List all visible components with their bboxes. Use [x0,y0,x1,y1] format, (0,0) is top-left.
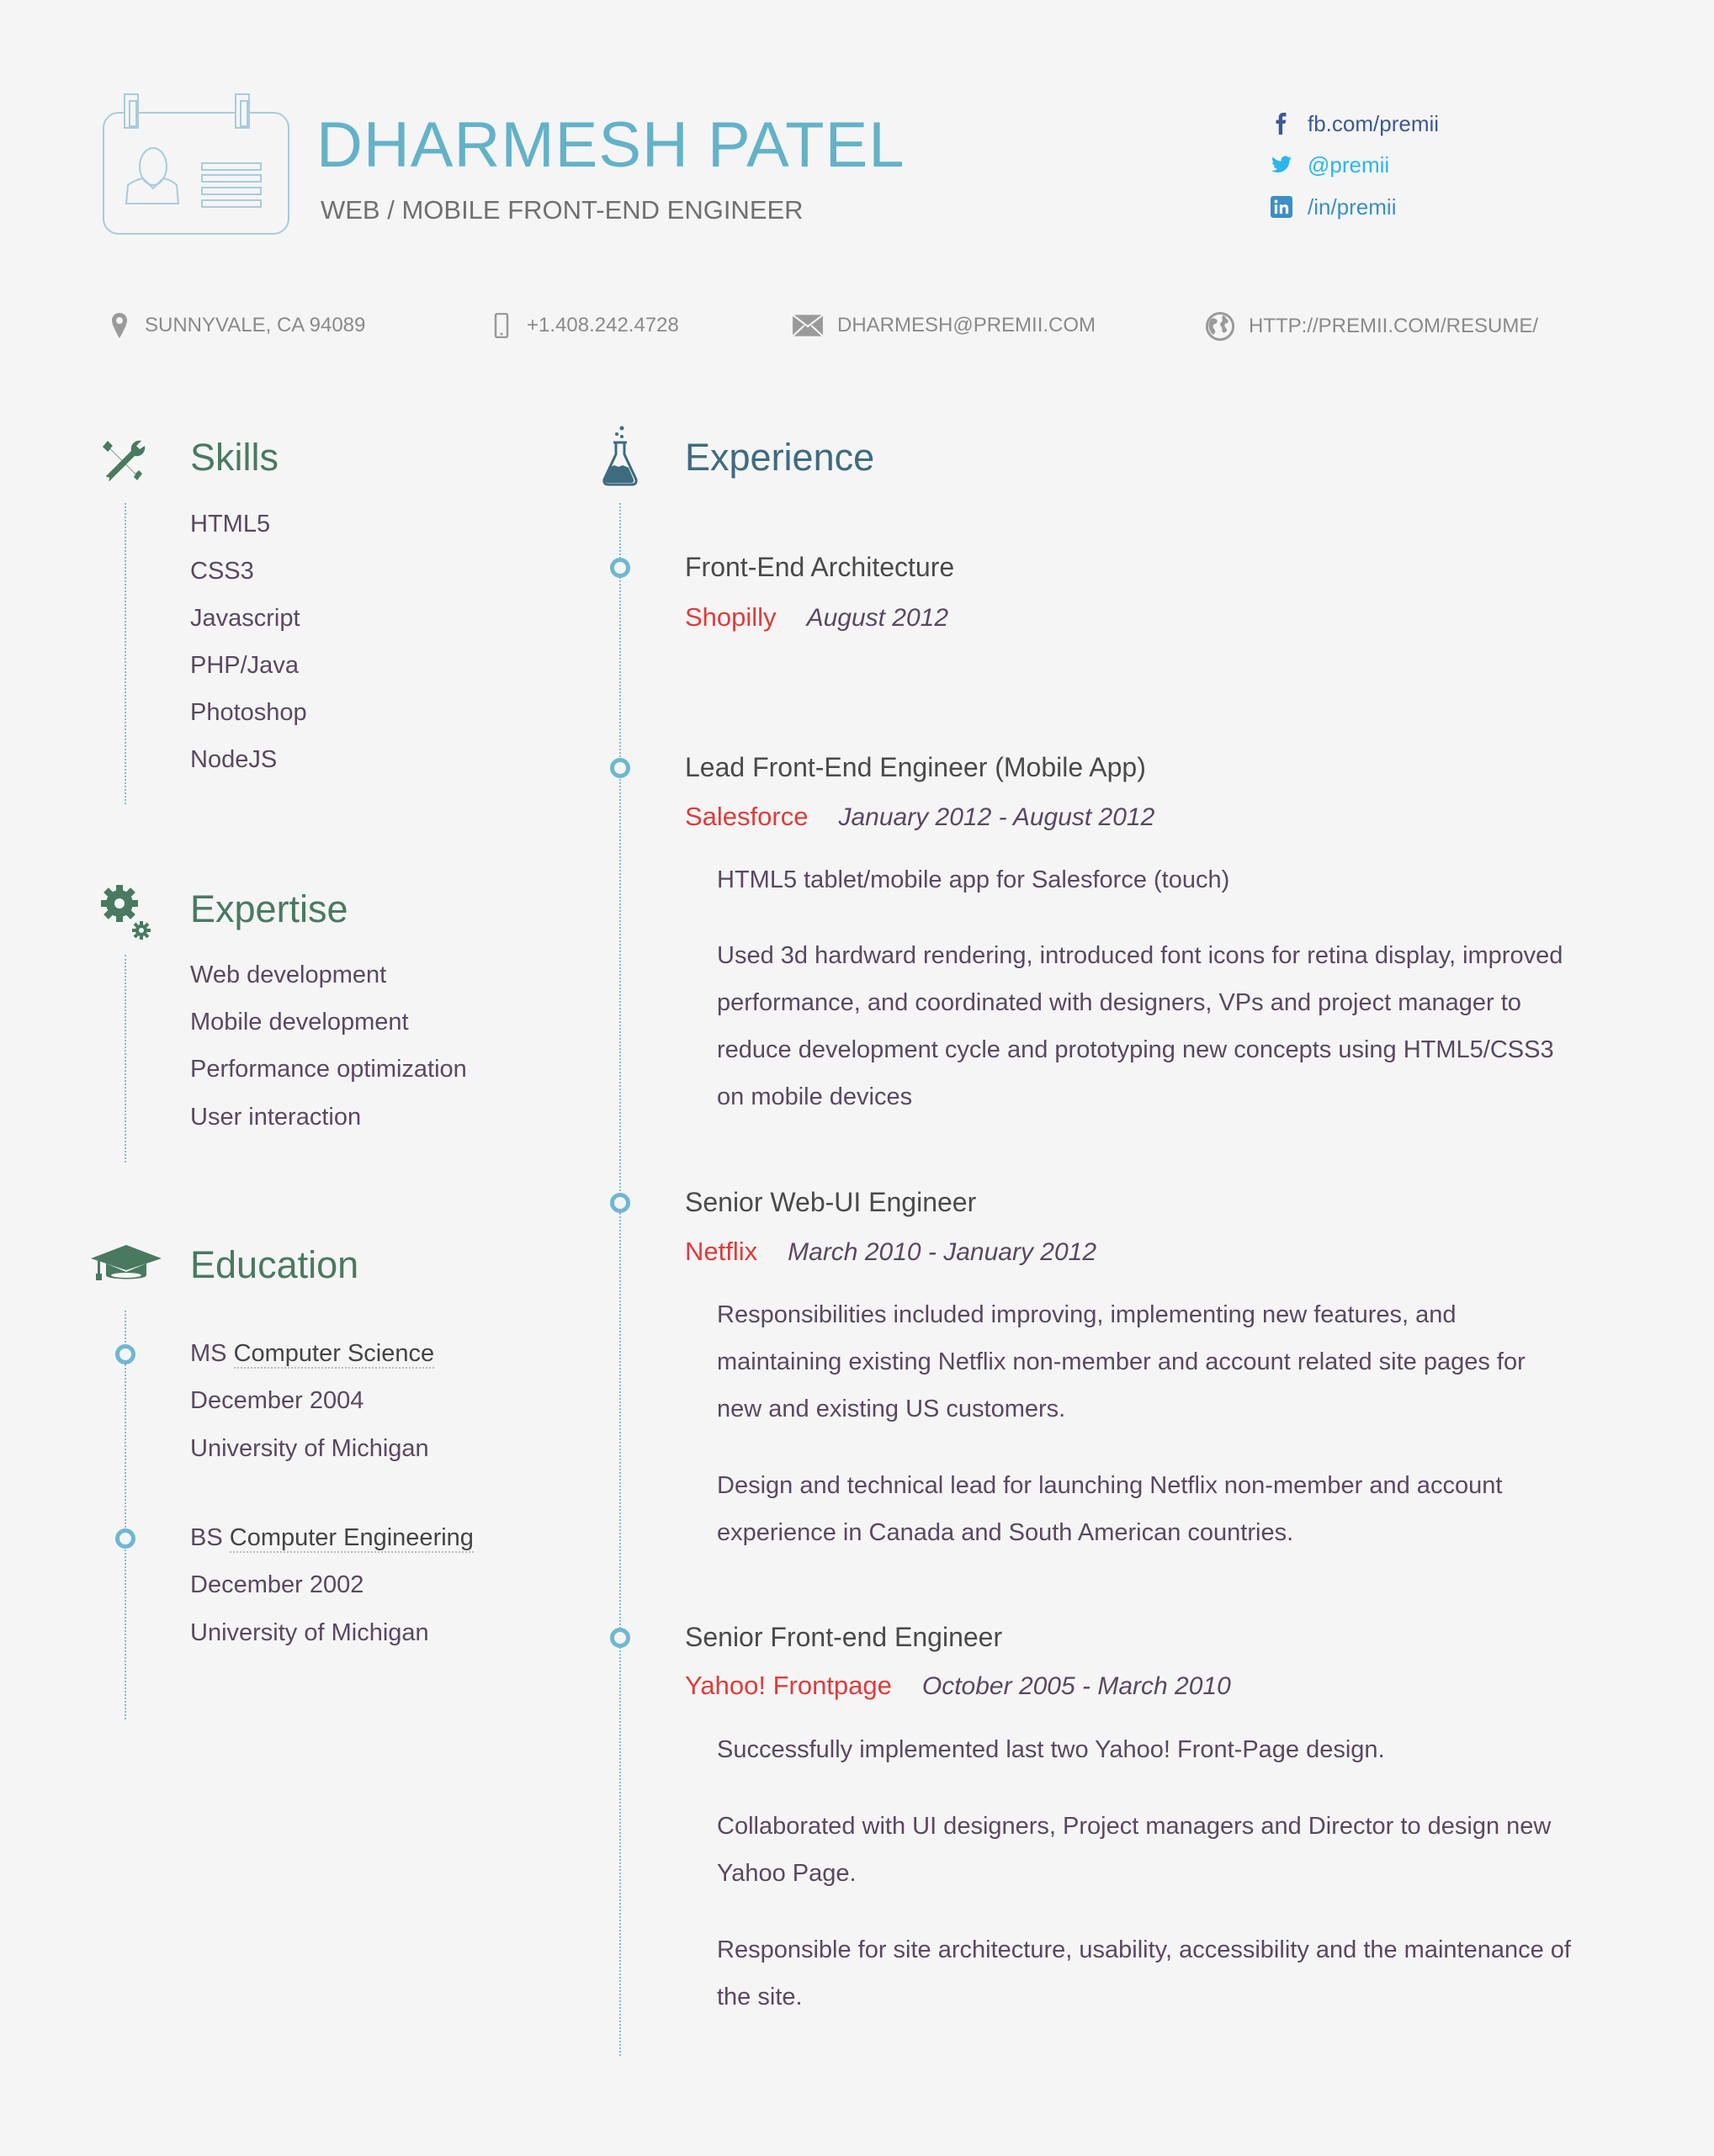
contact-website[interactable] [1205,311,1538,342]
degree-field: Computer Science [233,1340,435,1367]
job-dates: August 2012 [806,604,949,632]
company-name: Yahoo! Frontpage [685,1671,892,1700]
skills-heading: Skills [190,436,279,479]
contact-location [108,311,365,340]
expertise-item: Performance optimization [190,1056,467,1083]
mail-icon [792,313,824,338]
skill-item: PHP/Java [190,652,299,679]
phone-text: +1.408.242.4728 [527,314,679,336]
job-marker [610,758,630,778]
degree-type: BS [190,1524,223,1551]
degree-field: Computer Engineering [229,1524,474,1551]
contact-phone[interactable] [490,311,679,340]
website-text: HTTP://PREMII.COM/RESUME/ [1249,315,1539,337]
twitter-handle: @premii [1308,152,1390,177]
job-description: Used 3d hardward rendering, introduced font icons for retina display, improved performance, and coordinated with designers, VPs and project manager to reduce development cycle and prototyping new concepts using HTML5/CSS3 on mobile devices [717,942,1563,1110]
job-description: Successfully implemented last two Yahoo! Front-Page design. [717,1736,1385,1763]
job-dates: January 2012 - August 2012 [838,803,1155,831]
education-school: University of Michigan [190,1619,429,1646]
skill-item: NodeJS [190,746,278,773]
job-description: Responsibilities included improving, implementing new features, and maintaining existing Netflix non-member and account related site pages for new and existing US customers. [717,1301,1526,1422]
expertise-item: Web development [190,961,387,988]
facebook-link[interactable] [1271,109,1439,139]
job-description: Collaborated with UI designers, Project managers and Director to design new Yahoo Page. [717,1813,1552,1887]
expertise-heading: Expertise [190,887,348,930]
experience-heading: Experience [685,436,875,479]
job-meta [685,1235,1096,1269]
job-marker [610,1193,630,1213]
company-name: Netflix [685,1237,758,1266]
job-meta [685,601,948,635]
education-degree [190,1337,434,1370]
facebook-icon [1271,113,1292,135]
job-title: Lead Front-End Engineer (Mobile App) [685,752,1146,782]
location-pin-icon [108,313,131,338]
education-marker [115,1344,135,1364]
phone-icon [490,313,513,338]
skills-timeline [125,503,126,804]
job-title: Senior Web-UI Engineer [685,1187,977,1217]
company-name: Shopilly [685,602,777,632]
flask-icon [601,426,639,490]
id-badge-icon [101,93,291,241]
job-description: HTML5 tablet/mobile app for Salesforce (touch) [717,866,1230,893]
education-heading: Education [190,1243,359,1286]
location-text: SUNNYVALE, CA 94089 [145,314,366,336]
job-marker [610,558,630,578]
education-school: University of Michigan [190,1435,429,1462]
job-title: Senior Front-end Engineer [685,1622,1003,1652]
job-description: Responsible for site architecture, usability, accessibility and the maintenance of the site. [717,1936,1571,2010]
job-title: Front-End Architecture [685,552,955,582]
degree-type: MS [190,1340,227,1367]
skill-item: Javascript [190,605,300,632]
linkedin-icon [1271,196,1292,218]
expertise-item: User interaction [190,1104,362,1131]
twitter-link[interactable] [1271,150,1389,180]
email-text: DHARMESH@PREMII.COM [837,314,1096,336]
job-headline: WEB / MOBILE FRONT-END ENGINEER [321,195,804,225]
expertise-item: Mobile development [190,1009,409,1036]
skill-item: HTML5 [190,511,271,538]
job-dates: October 2005 - March 2010 [921,1672,1231,1700]
expertise-timeline [125,955,126,1163]
education-marker [115,1528,135,1549]
job-meta [685,800,1154,834]
job-description: Design and technical lead for launching Netflix non-member and account experience in Canada and South American countries. [717,1472,1503,1546]
facebook-handle: fb.com/premii [1308,111,1440,136]
contact-email[interactable] [792,311,1096,340]
education-degree [190,1521,474,1555]
education-date: December 2004 [190,1387,364,1414]
twitter-icon [1271,154,1292,176]
education-timeline [125,1311,126,1719]
job-dates: March 2010 - January 2012 [788,1238,1097,1266]
skill-item: Photoshop [190,699,307,726]
job-meta [685,1669,1231,1703]
person-name: DHARMESH PATEL [316,109,905,181]
company-name: Salesforce [685,802,809,831]
gears-icon [98,882,153,946]
globe-icon [1205,311,1235,342]
skill-item: CSS3 [190,558,254,585]
job-marker [610,1628,630,1648]
graduation-cap-icon [91,1245,162,1286]
linkedin-handle: /in/premii [1308,194,1397,220]
linkedin-link[interactable] [1271,192,1396,222]
experience-timeline [619,503,621,2056]
tools-icon [101,437,148,489]
education-date: December 2002 [190,1571,364,1598]
